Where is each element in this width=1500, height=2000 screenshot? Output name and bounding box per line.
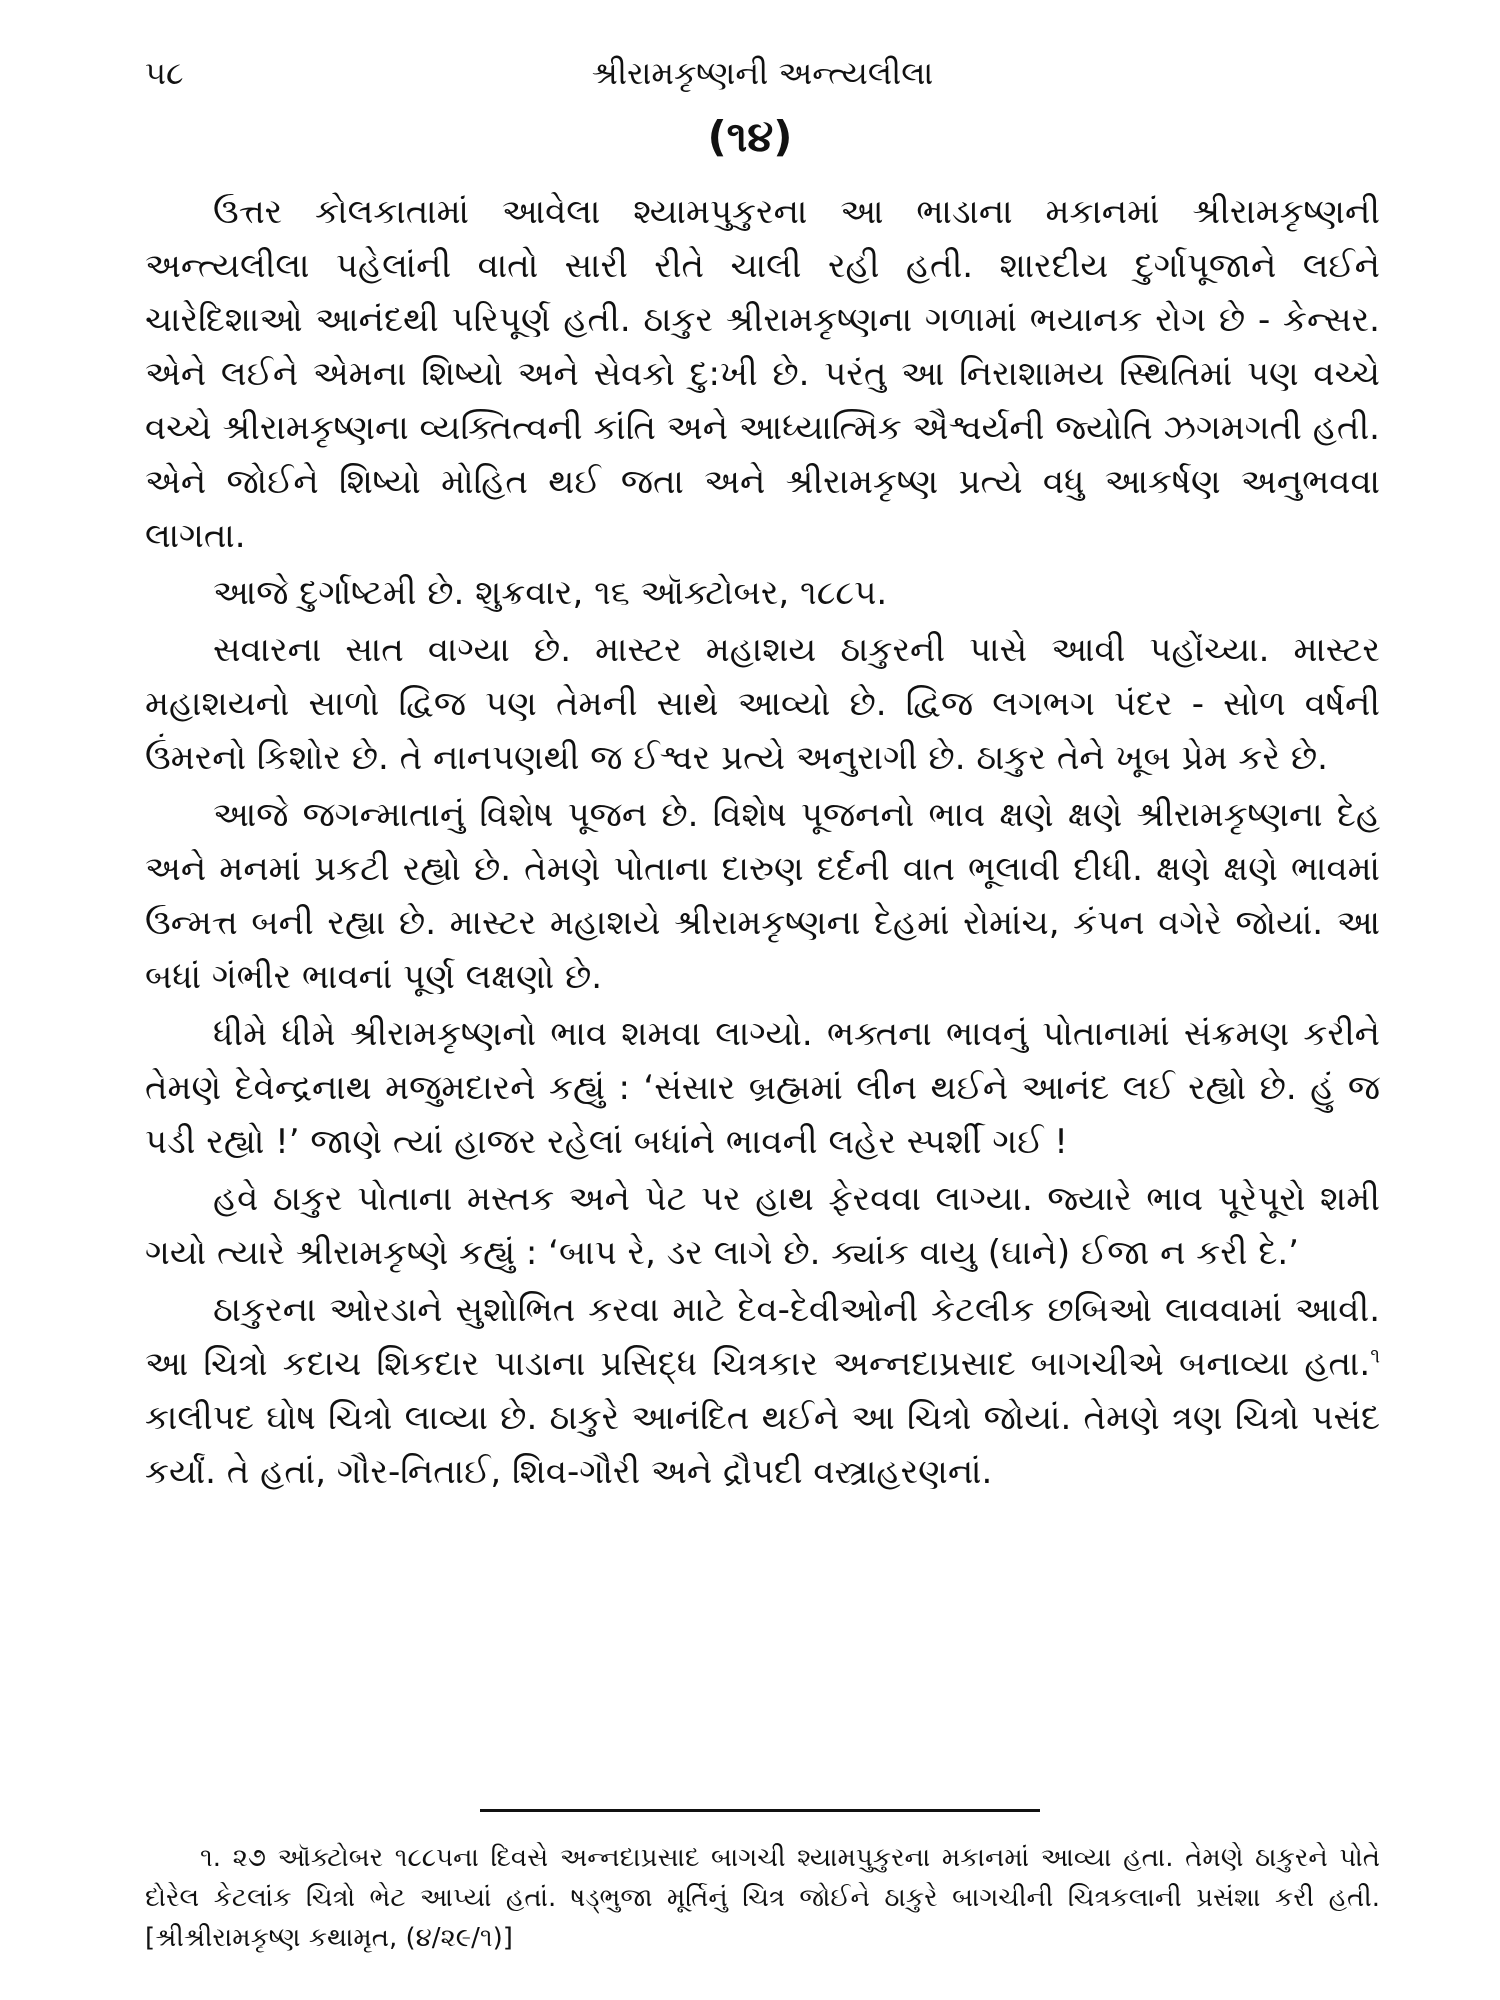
paragraph: આજે જગન્માતાનું વિશેષ પૂજન છે. વિશેષ પૂજનનો ભાવ ક્ષણે ક્ષણે શ્રીરામકૃષ્ણના દેહ અને મનમાં પ્રકટી રહ્યો છે. તેમણે પોતાના દારુણ દર્દની વાત ભૂલાવી દીધી. ક્ષણે ક્ષણે ભાવમાં ઉન્મત્ત બની રહ્યા છે. માસ્ટર મહાશયે શ્રીરામકૃષ્ણના દેહમાં રોમાંચ, કંપન વગેરે જોયાં. આ બધાં ગંભીર ભાવનાં પૂર્ણ લક્ષણો છે.: [145, 795, 1380, 997]
paragraph-with-footnote-ref: [145, 1283, 1380, 1499]
paragraph: આજે દુર્ગાષ્ટમી છે. શુક્રવાર, ૧૬ ઑક્ટોબર, ૧૮૮૫.: [213, 573, 888, 613]
paragraph: સવારના સાત વાગ્યા છે. માસ્ટર મહાશય ઠાકુરની પાસે આવી પહોંચ્યા. માસ્ટર મહાશયનો સાળો દ્વિજ પણ તેમની સાથે આવ્યો છે. દ્વિજ લગભગ પંદર - સોળ વર્ષની ઉંમરનો કિશોર છે. તે નાનપણથી જ ઈશ્વર પ્રત્યે અનુરાગી છે. ઠાકુર તેને ખૂબ પ્રેમ કરે છે.: [145, 630, 1380, 778]
paragraph: ધીમે ધીમે શ્રીરામકૃષ્ણનો ભાવ શમવા લાગ્યો. ભક્તના ભાવનું પોતાનામાં સંક્રમણ કરીને તેમણે દેવેન્દ્રનાથ મજુમદારને કહ્યું : ‘સંસાર બ્રહ્મમાં લીન થઈને આનંદ લઈ રહ્યો છે. હું જ પડી રહ્યો !’ જાણે ત્યાં હાજર રહેલાં બધાંને ભાવની લહેર સ્પર્શી ગઈ !: [145, 1014, 1380, 1162]
paragraph: ઉત્તર કોલકાતામાં આવેલા શ્યામપુકુરના આ ભાડાના મકાનમાં શ્રીરામકૃષ્ણની અન્ત્યલીલા પહેલાંની વાતો સારી રીતે ચાલી રહી હતી. શારદીય દુર્ગાપૂજાને લઈને ચારેદિશાઓ આનંદથી પરિપૂર્ણ હતી. ઠાકુર શ્રીરામકૃષ્ણના ગળામાં ભયાનક રોગ છે - કેન્સર. એને લઈને એમના શિષ્યો અને સેવકો દુ:ખી છે. પરંતુ આ નિરાશામય સ્થિતિમાં પણ વચ્ચે વચ્ચે શ્રીરામકૃષ્ણના વ્યક્તિત્વની કાંતિ અને આધ્યાત્મિક ઐશ્વર્યની જ્યોતિ ઝગમગતી હતી. એને જોઈને શિષ્યો મોહિત થઈ જતા અને શ્રીરામકૃષ્ણ પ્રત્યે વધુ આકર્ષણ અનુભવવા લાગતા.: [145, 192, 1380, 556]
paragraph: હવે ઠાકુર પોતાના મસ્તક અને પેટ પર હાથ ફેરવવા લાગ્યા. જ્યારે ભાવ પૂરેપૂરો શમી ગયો ત્યારે શ્રીરામકૃષ્ણે કહ્યું : ‘બાપ રે, ડર લાગે છે. ક્યાંક વાયુ (ઘાને) ઈજા ન કરી દે.’: [145, 1179, 1380, 1273]
running-title: શ્રીરામકૃષ્ણની અન્ત્યલીલા: [591, 54, 934, 92]
footnote-reference-mark: ૧: [1370, 1343, 1380, 1368]
paragraph-text-part: ઠાકુરના ઓરડાને સુશોભિત કરવા માટે દેવ-દેવીઓની કેટલીક છબિઓ લાવવામાં આવી. આ ચિત્રો કદાચ શિકદાર પાડાના પ્રસિદ્ધ ચિત્રકાર અન્નદાપ્રસાદ બાગચીએ બનાવ્યા હતા.: [145, 1290, 1380, 1384]
page-header: [145, 48, 1380, 108]
footnote: [145, 1838, 1380, 1958]
footnote-divider: [480, 1809, 1040, 1812]
chapter-number: (૧૪): [707, 112, 793, 161]
footnote-text: ૧. ૨૭ ઑક્ટોબર ૧૮૮૫ના દિવસે અન્નદાપ્રસાદ બાગચી શ્યામપુકુરના મકાનમાં આવ્યા હતા. તેમણે ઠાકુરને પોતે દોરેલ કેટલાંક ચિત્રો ભેટ આપ્યાં હતાં. ષડ્ભુજા મૂર્તિનું ચિત્ર જોઈને ઠાકુરે બાગચીની ચિત્રકલાની પ્રસંશા કરી હતી. [શ્રીશ્રીરામકૃષ્ણ કથામૃત, (૪/૨૯/૧)]: [145, 1843, 1380, 1953]
paragraph-text-part: કાલીપદ ઘોષ ચિત્રો લાવ્યા છે. ઠાકુરે આનંદિત થઈને આ ચિત્રો જોયાં. તેમણે ત્રણ ચિત્રો પસંદ કર્યાં. તે હતાં, ગૌર-નિતાઈ, શિવ-ગૌરી અને દ્રૌપદી વસ્ત્રાહરણનાં.: [145, 1398, 1380, 1492]
page-number: ૫૮: [145, 54, 184, 92]
body-text: [145, 185, 1380, 1502]
